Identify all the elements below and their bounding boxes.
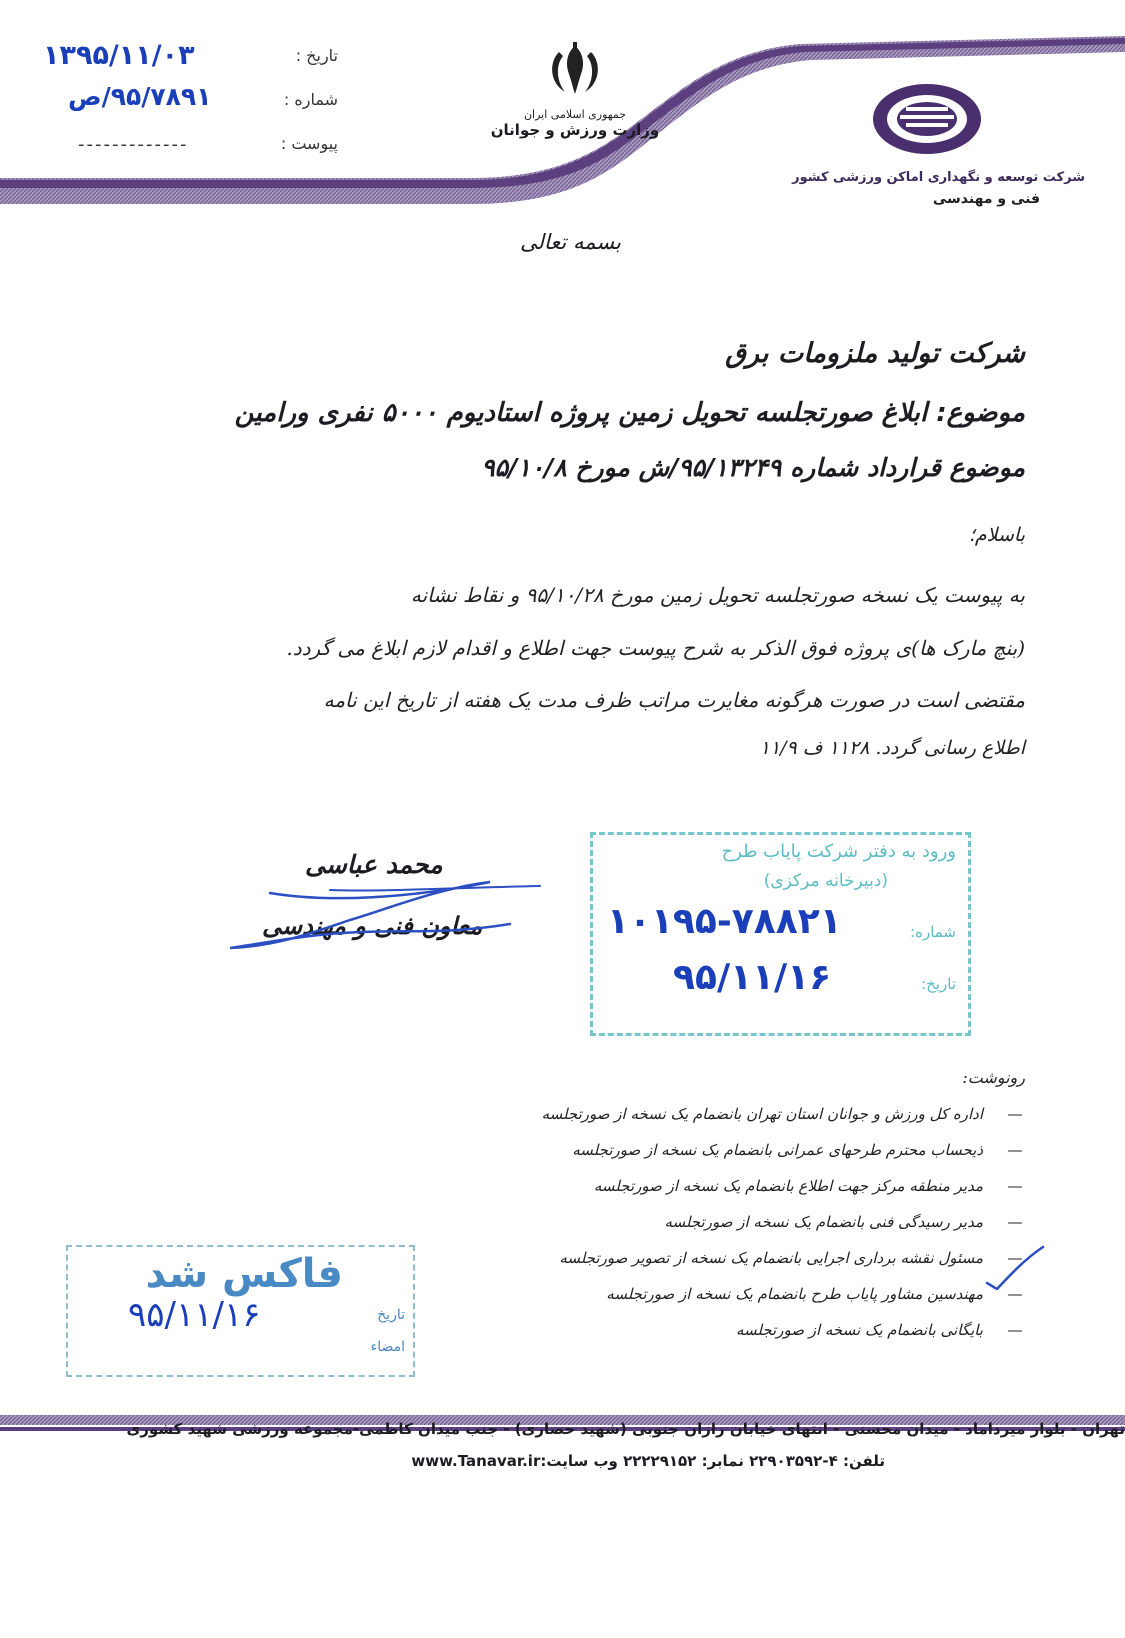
cc-item: —مهندسین مشاور پایاب طرح بانضمام یک نسخه از صورتجلسه <box>606 1285 1025 1303</box>
basmala: بسمه تعالی <box>520 230 621 254</box>
date-label: تاریخ : <box>295 46 338 65</box>
dash-icon: — <box>1007 1177 1023 1195</box>
iran-emblem-icon <box>535 40 615 102</box>
dash-icon: — <box>1007 1105 1023 1123</box>
number-value: ۹۵/۷۸۹۱/ص <box>68 82 212 111</box>
receipt-number-value: ۱۰۱۹۵-۷۸۸۲۱ <box>607 901 842 942</box>
company-dept: فنی و مهندسی <box>932 191 1040 207</box>
cc-item: —بایگانی بانضمام یک نسخه از صورتجلسه <box>736 1321 1025 1339</box>
receipt-stamp-line2: (دبیرخانه مرکزی) <box>763 871 888 891</box>
dash-icon: — <box>1007 1141 1023 1159</box>
fax-date-label: تاریخ <box>377 1307 405 1323</box>
number-label: شماره : <box>283 90 338 109</box>
receipt-date-value: ۹۵/۱۱/۱۶ <box>673 957 832 998</box>
footer-contact: تلفن: ۴-۲۲۹۰۳۵۹۲ نمابر: ۲۲۲۲۹۱۵۲ وب سایت:www.Tanavar.ir <box>411 1452 885 1470</box>
fax-stamp <box>66 1245 415 1377</box>
cc-item: —مسئول نقشه برداری اجرایی بانضمام یک نسخه از تصویر صورتجلسه <box>559 1249 1025 1267</box>
body-line-1: به پیوست یک نسخه صورتجلسه تحویل زمین مورخ ۹۵/۱۰/۲۸ و نقاط نشانه <box>410 583 1025 607</box>
dash-icon: — <box>1007 1321 1023 1339</box>
ministry-block <box>475 40 675 150</box>
greeting: باسلام؛ <box>968 524 1025 546</box>
fax-stamp-title: فاکس شد <box>145 1251 343 1297</box>
dash-icon: — <box>1007 1249 1023 1267</box>
company-name: شرکت توسعه و نگهداری اماکن ورزشی کشور <box>792 170 1085 185</box>
body-line-4: اطلاع رسانی گردد. ۱۱۲۸ ف ۱۱/۹ <box>759 737 1025 759</box>
fax-date-value: ۹۵/۱۱/۱۶ <box>128 1295 261 1335</box>
date-value: ۱۳۹۵/۱۱/۰۳ <box>43 40 195 71</box>
dash-icon: — <box>1007 1213 1023 1231</box>
cc-item: —مدیر منطقه مرکز جهت اطلاع بانضمام یک نسخه از صورتجلسه <box>594 1177 1025 1195</box>
cc-item: —ذیحساب محترم طرحهای عمرانی بانضمام یک نسخه از صورتجلسه <box>572 1141 1025 1159</box>
attachment-value: ------------- <box>78 134 189 155</box>
dash-icon: — <box>1007 1285 1023 1303</box>
company-logo-icon <box>870 82 985 157</box>
signature-scribble-icon <box>210 868 550 958</box>
subject-line1: موضوع: ابلاغ صورتجلسه تحویل زمین پروژه استادیوم ۵۰۰۰ نفری ورامین <box>234 398 1025 428</box>
receipt-stamp-line1: ورود به دفتر شرکت پایاب طرح <box>721 841 956 862</box>
subject-line2: موضوع قرارداد شماره ۹۵/۱۳۲۴۹/ش مورخ ۹۵/۱۰/۸ <box>481 453 1025 482</box>
company-name-block <box>755 170 1085 207</box>
signatory-name: محمد عباسی <box>305 850 443 879</box>
attachment-row <box>38 130 338 166</box>
cc-heading: رونوشت: <box>962 1068 1025 1087</box>
date-row <box>38 40 338 76</box>
body-line-2: (بنچ مارک ها)ی پروژه فوق الذکر به شرح پیوست جهت اطلاع و اقدام لازم ابلاغ می گردد. <box>286 636 1025 660</box>
signatory-title: معاون فنی و مهندسی <box>262 912 483 940</box>
number-row <box>38 82 338 118</box>
ministry-line2: وزارت ورزش و جوانان <box>490 121 660 139</box>
footer-address: تهران - بلوار میرداماد - میدان محسنی - انتهای خیابان رازان جنوبی (شهید حصاری) - جنب میدان کاظمی-مجموعه ورزشی شهید کشوری <box>126 1420 1125 1438</box>
attachment-label: پیوست : <box>280 134 338 153</box>
checkmark-icon <box>985 1245 1045 1290</box>
receipt-date-label: تاریخ: <box>921 975 956 993</box>
receipt-stamp <box>590 832 971 1036</box>
cc-item: —اداره کل ورزش و جوانان استان تهران بانضمام یک نسخه از صورتجلسه <box>542 1105 1025 1123</box>
recipient: شرکت تولید ملزومات برق <box>725 338 1025 369</box>
cc-item: —مدیر رسیدگی فنی بانضمام یک نسخه از صورتجلسه <box>664 1213 1025 1231</box>
body-line-3: مقتضی است در صورت هرگونه مغایرت مراتب ظرف مدت یک هفته از تاریخ این نامه <box>323 688 1025 712</box>
fax-sign-label: امضاء <box>370 1339 405 1355</box>
receipt-number-label: شماره: <box>910 923 956 941</box>
ministry-line1: جمهوری اسلامی ایران <box>523 108 627 121</box>
